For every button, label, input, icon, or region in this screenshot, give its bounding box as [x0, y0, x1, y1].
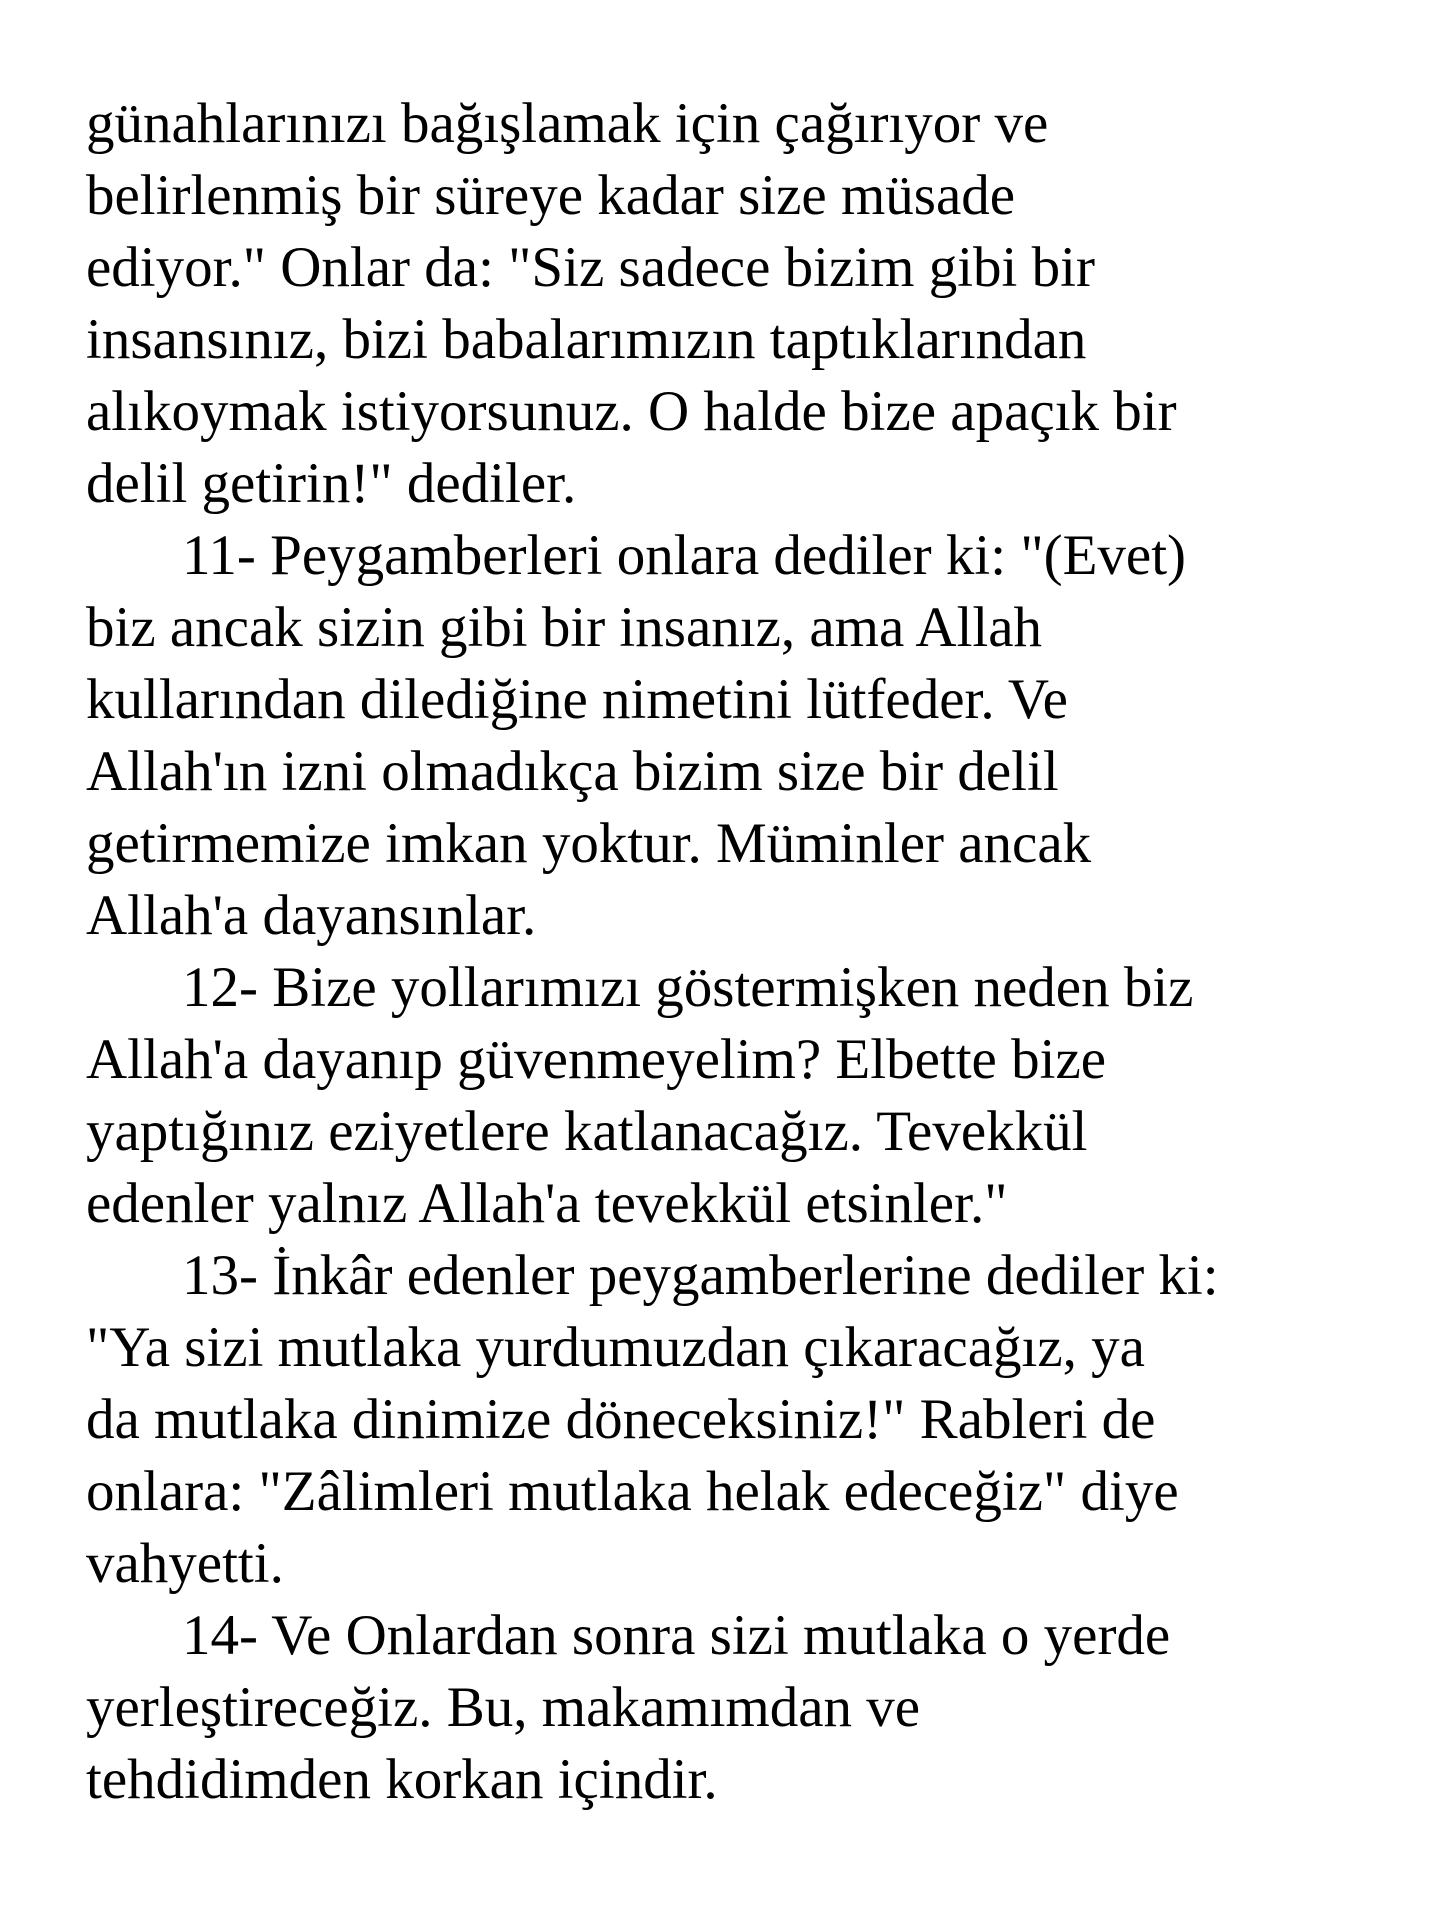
paragraph-continuation: günahlarınızı bağışlamak için çağırıyor ve belirlenmiş bir süreye kadar size müsade ediyor." Onlar da: "Siz sadece bizim gibi bir insansınız, bizi babalarımızın taptıklarından alıkoymak istiyorsunuz. O halde bize apaçık bir delil getirin!" dediler.: [86, 92, 1177, 515]
paragraph-verse-12: 12- Bize yollarımızı göstermişken neden biz Allah'a dayanıp güvenmeyelim? Elbette bize yaptığınız eziyetlere katlanacağız. Tevekkül edenler yalnız Allah'a tevekkül etsinler.": [86, 956, 1194, 1235]
paragraph-verse-13: 13- İnkâr edenler peygamberlerine dediler ki: "Ya sizi mutlaka yurdumuzdan çıkaracağız, ya da mutlaka dinimize döneceksiniz!" Rableri de onlara: "Zâlimleri mutlaka helak edeceğiz" diye vahyetti.: [86, 1244, 1219, 1595]
paragraph-verse-14: 14- Ve Onlardan sonra sizi mutlaka o yerde yerleştireceğiz. Bu, makamımdan ve tehdidimden korkan içindir.: [86, 1604, 1171, 1811]
document-page: [86, 88, 1416, 1816]
paragraph-verse-11: 11- Peygamberleri onlara dediler ki: "(Evet) biz ancak sizin gibi bir insanız, ama Allah kullarından dilediğine nimetini lütfeder. Ve Allah'ın izni olmadıkça bizim size bir delil getirmemize imkan yoktur. Müminler ancak Allah'a dayansınlar.: [86, 524, 1187, 947]
